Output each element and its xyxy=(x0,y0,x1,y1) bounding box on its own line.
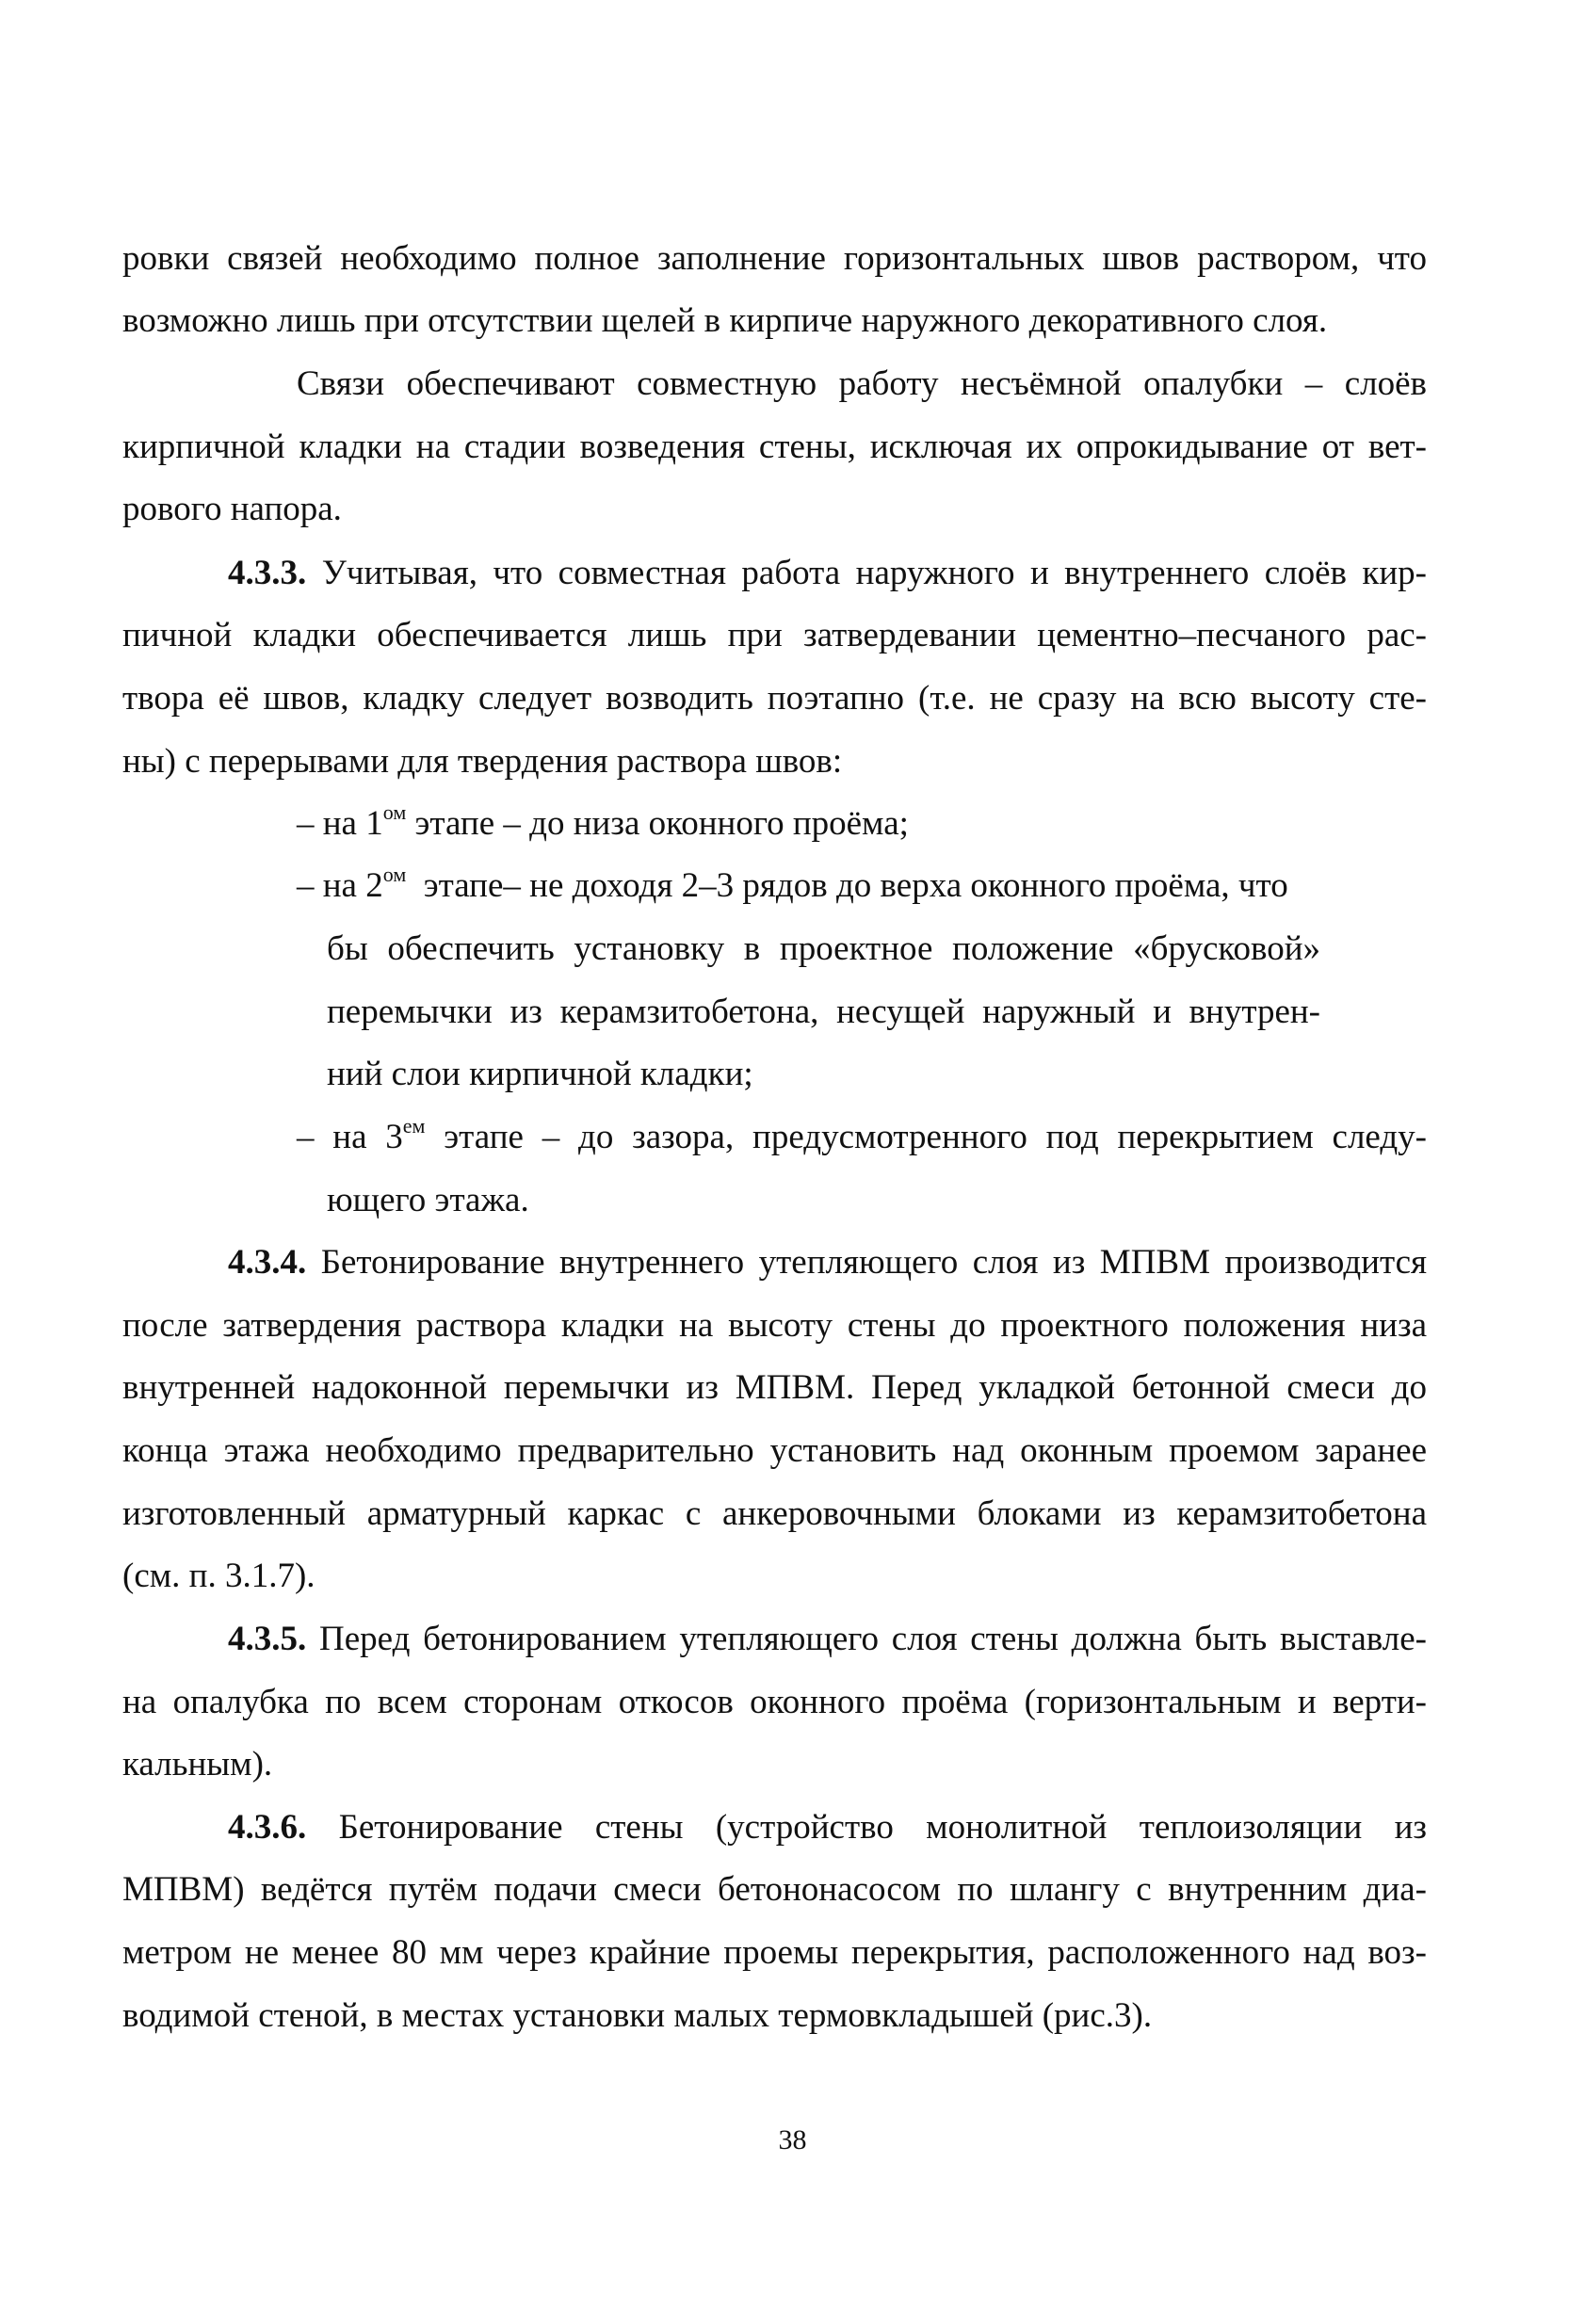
list-prefix: – на 3 xyxy=(297,1118,403,1156)
text-span: Учитывая, что совместная работа наружного и внутреннего слоёв кир- xyxy=(321,554,1428,592)
text-line xyxy=(228,1241,1427,1284)
text-span: этапе – до низа оконного проёма; xyxy=(414,804,909,843)
text-span: этапе – до зазора, предусмотренного под перекрытием следу- xyxy=(444,1118,1428,1156)
section-number: 4.3.5. xyxy=(228,1620,307,1658)
section-number: 4.3.6. xyxy=(228,1808,307,1847)
text-line: кальным). xyxy=(122,1745,273,1783)
text-line xyxy=(228,1618,1427,1661)
list-item xyxy=(297,1116,1427,1159)
text-span: Бетонирование стены (устройство монолитной теплоизоляции из xyxy=(338,1808,1428,1847)
ordinal-suffix: ом xyxy=(382,800,407,824)
section-number: 4.3.3. xyxy=(228,554,307,592)
text-line: Связи обеспечивают совместную работу несъёмной опалубки – слоёв xyxy=(297,364,1427,403)
list-item xyxy=(297,802,1427,846)
text-line: МПВМ) ведётся путём подачи смеси бетононасосом по шлангу с внутренним диа- xyxy=(122,1870,1427,1909)
list-prefix: – на 1 xyxy=(297,804,383,843)
text-line: конца этажа необходимо предварительно установить над оконным проемом заранее xyxy=(122,1431,1427,1470)
ordinal-suffix: ом xyxy=(382,863,407,886)
text-line: бы обеспечить установку в проектное положение «брусковой» xyxy=(327,929,1320,968)
text-line: рового напора. xyxy=(122,490,342,528)
text-line: перемычки из керамзитобетона, несущей наружный и внутрен- xyxy=(327,993,1320,1031)
text-line xyxy=(228,552,1427,595)
page-number: 38 xyxy=(778,2124,807,2155)
ordinal-suffix: ем xyxy=(402,1114,426,1138)
text-line: ющего этажа. xyxy=(327,1181,529,1219)
text-line: ны) с перерывами для твердения раствора швов: xyxy=(122,742,843,781)
text-line: возможно лишь при отсутствии щелей в кирпиче наружного декоративного слоя. xyxy=(122,301,1328,340)
text-line: ний слои кирпичной кладки; xyxy=(327,1055,753,1093)
text-line: водимой стеной, в местах установки малых термовкладышей (рис.3). xyxy=(122,1996,1153,2035)
text-line xyxy=(228,1806,1427,1849)
text-line: изготовленный арматурный каркас с анкеровочными блоками из керамзитобетона xyxy=(122,1494,1427,1533)
text-line: ровки связей необходимо полное заполнение горизонтальных швов раствором, что xyxy=(122,239,1427,278)
text-line: на опалубка по всем сторонам откосов оконного проёма (горизонтальным и верти- xyxy=(122,1683,1427,1721)
text-line: метром не менее 80 мм через крайние проемы перекрытия, расположенного над воз- xyxy=(122,1933,1427,1972)
text-span: Бетонирование внутреннего утепляющего слоя из МПВМ производится xyxy=(320,1243,1428,1282)
section-number: 4.3.4. xyxy=(228,1243,307,1282)
list-prefix: – на 2 xyxy=(297,866,383,905)
text-line: твора её швов, кладку следует возводить поэтапно (т.е. не сразу на всю высоту сте- xyxy=(122,679,1427,718)
list-item xyxy=(297,864,1427,908)
text-line: кирпичной кладки на стадии возведения стены, исключая их опрокидывание от вет- xyxy=(122,428,1427,466)
text-span: этапе– не доходя 2–3 рядов до верха оконного проёма, что xyxy=(423,866,1288,905)
text-span: Перед бетонированием утепляющего слоя стены должна быть выставле- xyxy=(319,1620,1427,1658)
text-line: внутренней надоконной перемычки из МПВМ. Перед укладкой бетонной смеси до xyxy=(122,1368,1427,1407)
text-line: пичной кладки обеспечивается лишь при затвердевании цементно–песчаного рас- xyxy=(122,616,1427,654)
text-line: после затвердения раствора кладки на высоту стены до проектного положения низа xyxy=(122,1306,1427,1345)
text-line: (см. п. 3.1.7). xyxy=(122,1557,315,1595)
